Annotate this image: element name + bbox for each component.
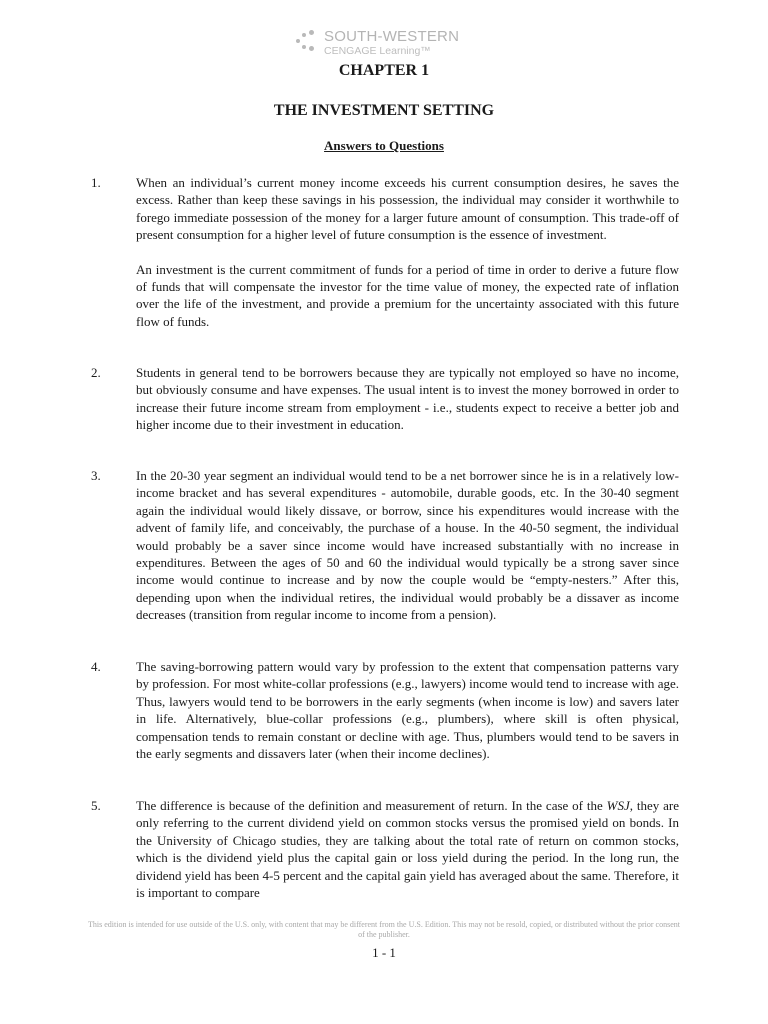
logo-text-secondary: CENGAGE Learning™ bbox=[324, 45, 431, 57]
answer-paragraph: In the 20-30 year segment an individual would tend to be a net borrower since he is in a relatively low-income bracket and has several expenditures - automobile, durable goods, etc. In the 30-40 segment again the individual would likely dissave, or borrow, since his expenditures would increase with the advent of family life, and conceivably, the purchase of a house. In the 40-50 segment, the individual would probably be a saver since income would have increased substantially with no increase in expenditures. Between the ages of 50 and 60 the individual would typically be a strong saver since income would continue to increase and by now the couple would be “empty-nesters.” After this, depending upon when the individual retires, the individual would probably be a dissaver as income decreases (transition from regular income to income from a pension). bbox=[136, 468, 679, 623]
answer-body bbox=[136, 174, 679, 347]
section-subtitle: Answers to Questions bbox=[324, 138, 444, 153]
answer-number: 2. bbox=[91, 365, 101, 380]
answer-body bbox=[136, 364, 679, 451]
answer-body bbox=[136, 467, 679, 641]
answer-paragraph: An investment is the current commitment of funds for a period of time in order to derive a future flow of funds that will compensate the investor for the time value of money, the expected rate of inflation over the life of the investment, and provide a premium for the uncertainty associated with this future flow of funds. bbox=[136, 261, 679, 329]
answer-paragraph: The difference is because of the definition and measurement of return. In the case of the WSJ, they are only referring to the current dividend yield on common stocks versus the promised yield on bonds. In the University of Chicago studies, they are talking about the total rate of return on common stocks, which is the dividend yield plus the capital gain or loss yield during the period. In the long run, the dividend yield has been 4-5 percent and the capital gain yield has averaged about the same. Therefore, it is important to compare bbox=[136, 798, 679, 901]
publication-name: WSJ bbox=[606, 798, 630, 813]
answer-number: 1. bbox=[91, 175, 101, 190]
answer-body bbox=[136, 797, 679, 918]
page-number: 1 - 1 bbox=[372, 945, 396, 960]
answer-paragraph: When an individual’s current money income exceeds his current consumption desires, he saves the excess. Rather than keep these savings in his possession, the individual may consider it worthwhile to forego immediate possession of the money for a larger future amount of consumption. This trade-off of present consumption for a higher level of future consumption is the essence of investment. bbox=[136, 175, 679, 243]
answer-paragraph: The saving-borrowing pattern would vary by profession to the extent that compensation patterns vary by profession. For most white-collar professions (e.g., lawyers) income would tend to increase with age. Thus, lawyers would tend to be borrowers in the early segments (when income is low) and savers later in life. Alternatively, blue-collar professions (e.g., plumbers), where skill is often physical, compensation tends to remain constant or decline with age. Thus, plumbers would tend to be savers in the early segments and dissavers later (when their income declines). bbox=[136, 659, 679, 762]
logo-text-primary: SOUTH-WESTERN bbox=[324, 28, 460, 45]
answer-number: 5. bbox=[91, 798, 101, 813]
publisher-logo bbox=[296, 28, 486, 62]
answer-paragraph: Students in general tend to be borrowers because they are typically not employed so have no income, but obviously consume and have expenses. The usual intent is to invest the money borrowed in order to increase their future income stream from employment - i.e., students expect to receive a better job and higher income due to their investment in education. bbox=[136, 365, 679, 433]
edition-notice: This edition is intended for use outside of the U.S. only, with content that may be different from the U.S. Edition. This may not be resold, copied, or distributed without the prior consent of the publisher. bbox=[88, 920, 680, 939]
answer-number: 3. bbox=[91, 468, 101, 483]
answer-body bbox=[136, 658, 679, 779]
chapter-heading: CHAPTER 1 bbox=[338, 62, 430, 79]
page-title: THE INVESTMENT SETTING bbox=[273, 102, 495, 119]
logo-dots-icon bbox=[296, 30, 318, 52]
answer-number: 4. bbox=[91, 659, 101, 674]
